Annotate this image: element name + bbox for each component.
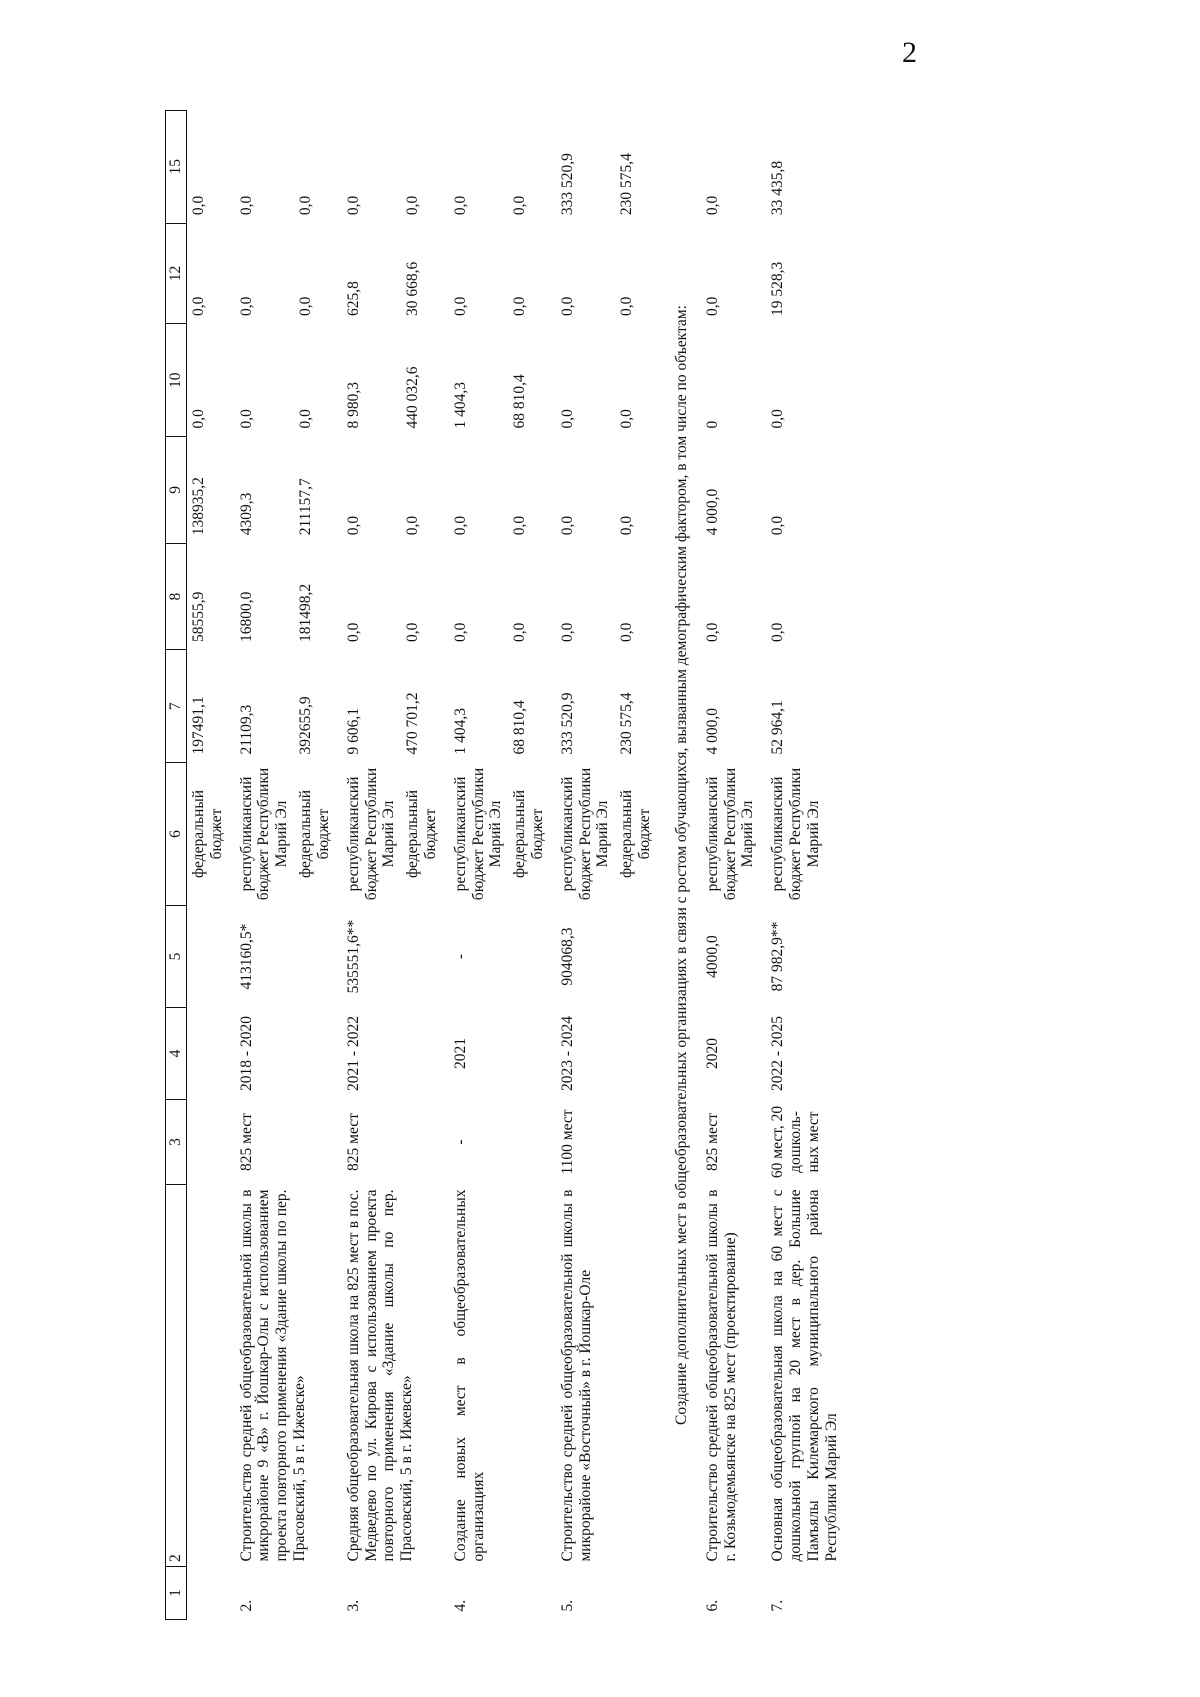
col-header: 4 — [166, 1008, 187, 1100]
col-header: 5 — [166, 906, 187, 1008]
amount-v7: 9 606,1 — [344, 708, 362, 755]
table-row — [701, 111, 760, 1620]
amount-v9: 0,0 — [769, 515, 787, 536]
period: 2020 — [703, 1038, 721, 1069]
object-name: Основная общеобразовательная школа на 60 мест с дошкольной группой на 20 мест в дер. Большие Памъялы Килемарского муниципального района Республики Марий Эл — [769, 1189, 840, 1562]
estimated-cost: - — [451, 953, 469, 960]
row-gap — [843, 111, 849, 1620]
estimated-cost — [187, 906, 229, 1008]
funding-source: федеральный бюджет — [297, 789, 332, 879]
table-row — [235, 111, 294, 1620]
amount-v8: 0,0 — [769, 622, 787, 642]
amount-v8: 0,0 — [703, 622, 721, 642]
object-name: Строительство средней общеобразовательной школы в микрорайоне 9 «В» г. Йошкар-Олы с использованием проекта повторного применения «Здание школы по пер. Прасовский, 5 в г. Ижевске» — [237, 1189, 309, 1562]
amount-v7: 68 810,4 — [511, 700, 529, 755]
estimated-cost: 4000,0 — [703, 935, 721, 978]
amount-v7: 470 701,2 — [404, 692, 422, 755]
amount-v12: 0,0 — [237, 296, 255, 316]
amount-v8: 16800,0 — [237, 591, 255, 642]
amount-v10: 0,0 — [190, 409, 207, 429]
amount-v10: 8 980,3 — [344, 382, 362, 429]
amount-v12: 0,0 — [511, 296, 529, 316]
row-number: 4. — [451, 1599, 469, 1612]
amount-v8: 58555,9 — [190, 591, 207, 642]
amount-v15: 333 520,9 — [558, 153, 576, 216]
funding-source: республиканский бюджет Республики Марий Эл — [344, 767, 398, 901]
amount-v9: 211157,7 — [297, 478, 315, 536]
object-name: Средняя общеобразовательная школа на 825 мест в пос. Медведево по ул. Кирова с использованием проекта повторного применения «Здание школы по пер. Прасовский, 5 в г. Ижевске» — [344, 1189, 416, 1562]
amount-v15: 0,0 — [511, 195, 529, 216]
amount-v15: 0,0 — [344, 195, 362, 216]
funding-source: республиканский бюджет Республики Марий Эл — [237, 767, 291, 901]
funding-source: федеральный бюджет — [511, 789, 546, 879]
table-body — [187, 111, 850, 1620]
funding-source: республиканский бюджет Республики Марий Эл — [558, 767, 612, 901]
funding-source: федеральный бюджет — [404, 789, 439, 879]
row-number: 7. — [769, 1599, 787, 1612]
section-heading: Создание дополнительных мест в общеобразовательных организациях в связи с ростом обучающихся, вызванным демографическим фактором, в том числе по объектам: — [672, 305, 690, 1425]
amount-v7: 197491,1 — [190, 696, 207, 755]
col-header: 6 — [166, 763, 187, 906]
funding-source: федеральный бюджет — [618, 789, 654, 879]
object-name: Строительство средней общеобразовательной школы в г. Козьмодемьянске на 825 мест (проектирование) — [703, 1189, 739, 1562]
capacity: 825 мест — [237, 1113, 255, 1171]
col-header: 12 — [166, 223, 187, 324]
row-number — [187, 1567, 229, 1620]
capacity: - — [451, 1139, 469, 1145]
amount-v10: 1 404,3 — [451, 382, 469, 429]
estimated-cost: 413160,5* — [237, 923, 255, 990]
amount-v7: 21109,3 — [237, 704, 255, 755]
amount-v12: 0,0 — [703, 296, 721, 316]
period — [187, 1008, 229, 1100]
amount-v9: 4309,3 — [237, 492, 255, 536]
amount-v7: 1 404,3 — [451, 708, 469, 755]
amount-v10: 0,0 — [297, 409, 315, 429]
header-row — [166, 111, 187, 1620]
row-number: 2. — [237, 1599, 255, 1612]
amount-v15: 0,0 — [297, 195, 315, 216]
amount-v8: 0,0 — [451, 622, 469, 642]
capacity: 1100 мест — [558, 1109, 576, 1175]
amount-v9: 0,0 — [558, 515, 576, 536]
col-header: 3 — [166, 1100, 187, 1185]
amount-v12: 625,8 — [344, 281, 362, 316]
amount-v10: 0,0 — [558, 409, 576, 429]
amount-v9: 0,0 — [618, 515, 636, 536]
budget-table-sheet — [165, 110, 1045, 1620]
amount-v12: 19 528,3 — [769, 261, 787, 316]
amount-v10: 0,0 — [769, 409, 787, 429]
row-number: 6. — [703, 1599, 721, 1612]
funding-source: республиканский бюджет Республики Марий Эл — [769, 767, 822, 901]
amount-v15: 33 435,8 — [769, 160, 787, 216]
amount-v8: 181498,2 — [297, 583, 315, 642]
amount-v12: 0,0 — [297, 296, 315, 316]
amount-v9: 138935,2 — [190, 477, 207, 536]
period: 2022 - 2025 — [769, 1016, 787, 1091]
amount-v9: 0,0 — [511, 515, 529, 536]
capacity: 60 мест, 20 дошколь-ных мест — [769, 1105, 822, 1179]
amount-v10: 68 810,4 — [511, 374, 529, 429]
amount-v7: 52 964,1 — [769, 700, 787, 755]
estimated-cost: 87 982,9** — [769, 921, 787, 992]
col-header: 10 — [166, 324, 187, 437]
table-row — [766, 111, 843, 1620]
estimated-cost: 904068,3 — [558, 927, 576, 986]
col-header: 2 — [166, 1185, 187, 1567]
table-row — [342, 111, 401, 1620]
period: 2021 — [451, 1038, 469, 1069]
amount-v8: 0,0 — [618, 622, 636, 642]
amount-v15: 0,0 — [237, 195, 255, 216]
capacity — [187, 1100, 229, 1185]
amount-v7: 333 520,9 — [558, 692, 576, 755]
amount-v9: 0,0 — [344, 515, 362, 536]
period: 2023 - 2024 — [558, 1016, 576, 1091]
row-gap-cell — [843, 111, 849, 1620]
period: 2018 - 2020 — [237, 1016, 255, 1091]
object-name: Создание новых мест в общеобразовательных организациях — [451, 1189, 487, 1562]
budget-table — [165, 110, 849, 1620]
amount-v12: 0,0 — [618, 296, 636, 316]
amount-v8: 0,0 — [404, 622, 422, 642]
funding-source: республиканский бюджет Республики Марий Эл — [451, 767, 505, 901]
amount-v8: 0,0 — [344, 622, 362, 642]
amount-v9: 0,0 — [404, 515, 422, 536]
col-header: 8 — [166, 543, 187, 650]
amount-v15: 0,0 — [703, 195, 721, 216]
amount-v15: 0,0 — [404, 195, 422, 216]
estimated-cost: 535551,6** — [344, 919, 362, 994]
amount-v10: 440 032,6 — [404, 366, 422, 429]
table-row — [556, 111, 615, 1620]
amount-v8: 0,0 — [511, 622, 529, 642]
amount-v8: 0,0 — [558, 622, 576, 642]
capacity: 825 мест — [344, 1113, 362, 1171]
amount-v12: 0,0 — [190, 296, 207, 316]
amount-v15: 230 575,4 — [618, 153, 636, 216]
object-name: Строительство средней общеобразовательной школы в микрорайоне «Восточный» в г. Йошкар-Оле — [558, 1189, 594, 1562]
object-name — [187, 1185, 229, 1567]
period: 2021 - 2022 — [344, 1016, 362, 1091]
amount-v10: 0,0 — [618, 409, 636, 429]
col-header: 1 — [166, 1567, 187, 1620]
amount-v12: 30 668,6 — [404, 261, 422, 316]
amount-v15: 0,0 — [451, 195, 469, 216]
amount-v9: 0,0 — [451, 515, 469, 536]
funding-source: федеральный бюджет — [190, 789, 225, 879]
amount-v10: 0 — [703, 420, 721, 429]
row-number: 3. — [344, 1599, 362, 1612]
amount-v15: 0,0 — [190, 195, 207, 216]
row-number: 5. — [558, 1599, 576, 1612]
amount-v12: 0,0 — [451, 296, 469, 316]
table-row — [187, 111, 229, 1620]
capacity: 825 мест — [703, 1113, 721, 1171]
amount-v7: 230 575,4 — [618, 692, 636, 755]
col-header: 7 — [166, 650, 187, 763]
page-number: 2 — [902, 36, 917, 69]
amount-v7: 392655,9 — [297, 696, 315, 755]
funding-source: республиканский бюджет Республики Марий Эл — [703, 767, 757, 901]
col-header: 9 — [166, 437, 187, 544]
amount-v7: 4 000,0 — [703, 708, 721, 755]
amount-v12: 0,0 — [558, 296, 576, 316]
amount-v9: 4 000,0 — [703, 488, 721, 536]
col-header: 15 — [166, 111, 187, 224]
table-row — [449, 111, 508, 1620]
amount-v10: 0,0 — [237, 409, 255, 429]
section-row — [663, 111, 701, 1620]
